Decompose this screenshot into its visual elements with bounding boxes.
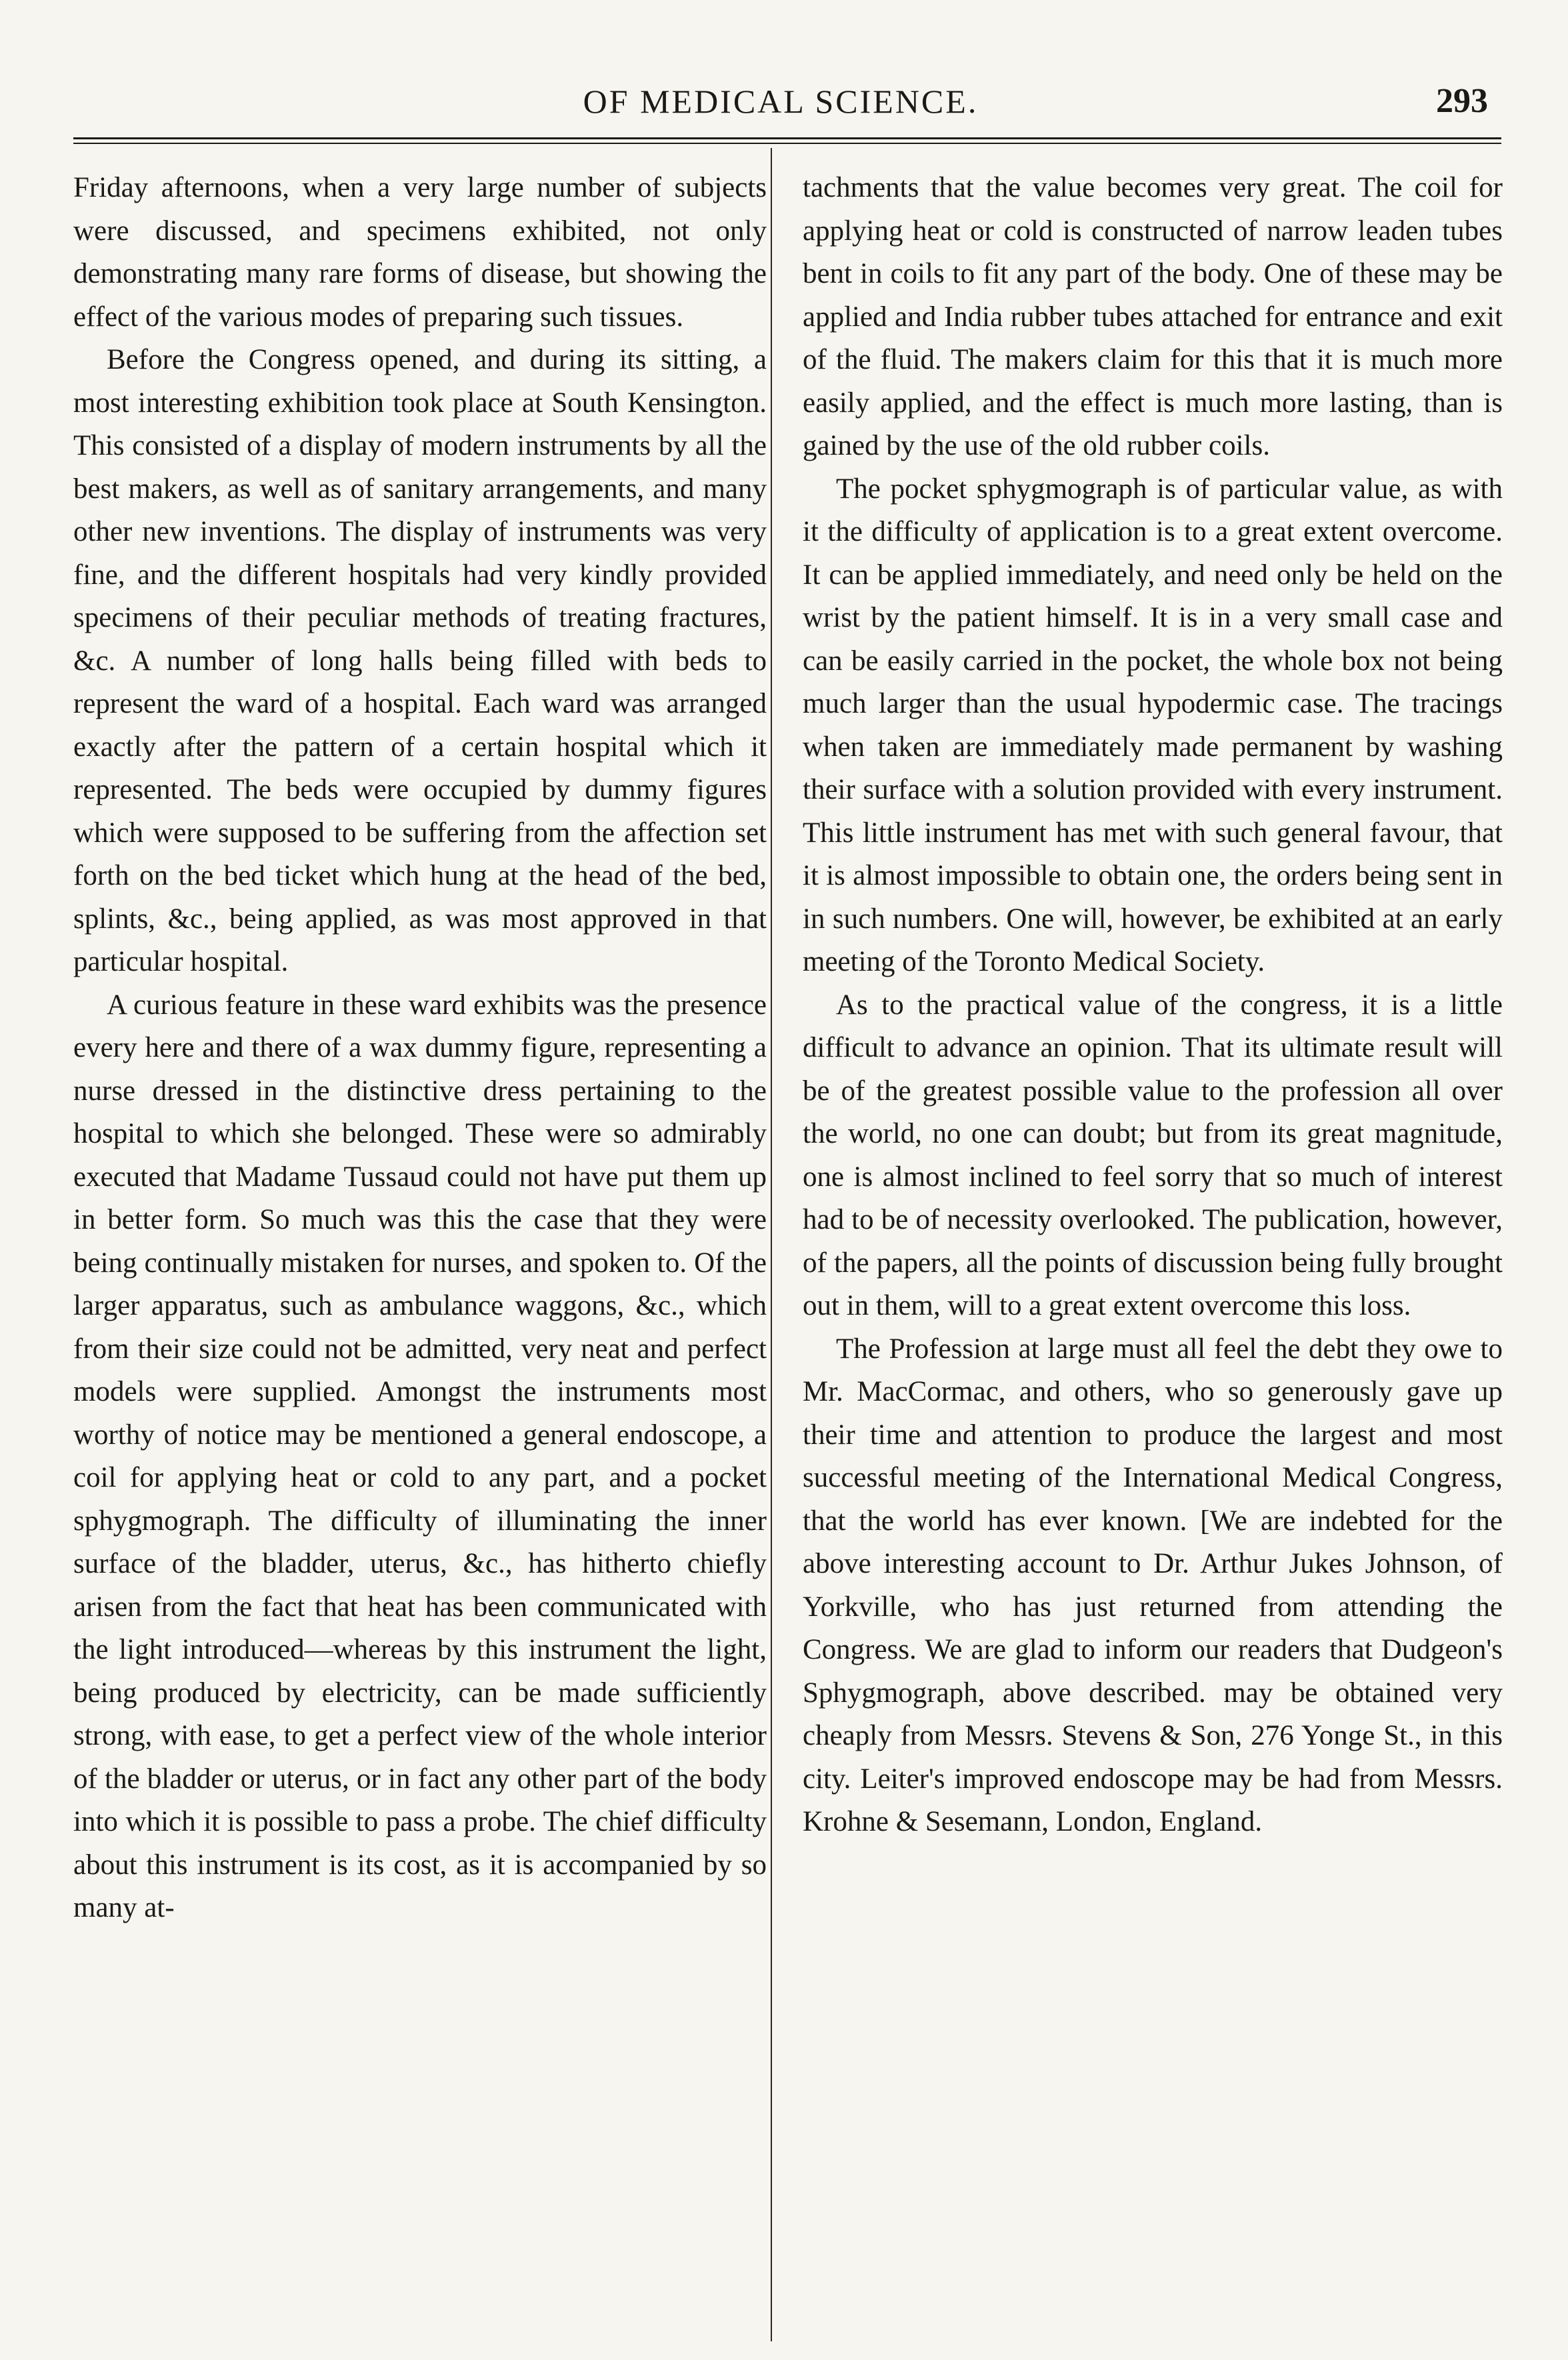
header-rule-top bbox=[73, 137, 1501, 139]
paragraph-ward-exhibits: A curious feature in these ward exhibits was the presence every here and there of a wax dummy figure, representing a nurse dressed in the distinctive dress pertaining to the hospital to which she belonged. These were so admirably executed that Madame Tussaud could not have put them up in better form. So much was this the case that they were being continually mistaken for nurses, and spoken to. Of the larger apparatus, such as ambulance waggons, &c., which from their size could not be admitted, very neat and perfect models were supplied. Amongst the instruments most worthy of notice may be mentioned a general endoscope, a coil for applying heat or cold to any part, and a pocket sphygmograph. The difficulty of illuminating the inner surface of the bladder, uterus, &c., has hitherto chiefly arisen from the fact that heat has been communicated with the light introduced—whereas by this instrument the light, being produced by electricity, can be made sufficiently strong, with ease, to get a perfect view of the whole interior of the bladder or uterus, or in fact any other part of the body into which it is possible to pass a probe. The chief difficulty about this instrument is its cost, as it is accompanied by so many at- bbox=[73, 989, 767, 1923]
running-head bbox=[73, 75, 1488, 128]
paragraph-exhibition: Before the Congress opened, and during its sitting, a most interesting exhibition took place at South Kensington. This consisted of a display of modern instruments by all the best makers, as well as of sanitary arrangements, and many other new inventions. The display of instruments was very fine, and the different hospitals had very kindly provided specimens of their peculiar methods of treating fractures, &c. A number of long halls being filled with beds to represent the ward of a hospital. Each ward was arranged exactly after the pattern of a certain hospital which it represented. The beds were occupied by dummy figures which were supposed to be suffering from the affection set forth on the bed ticket which hung at the head of the bed, splints, &c., being applied, as was most approved in that particular hospital. bbox=[73, 344, 767, 977]
right-column bbox=[803, 167, 1503, 1844]
paragraph-continuation: Friday afternoons, when a very large number of subjects were discussed, and specimens exhibited, not only demonstrating many rare forms of disease, but showing the effect of the various modes of preparing such tissues. bbox=[73, 172, 767, 333]
paragraph-attachments: tachments that the value becomes very great. The coil for applying heat or cold is constructed of narrow leaden tubes bent in coils to fit any part of the body. One of these may be applied and India rubber tubes attached for entrance and exit of the fluid. The makers claim for this that it is much more easily applied, and the effect is much more lasting, than is gained by the use of the old rubber coils. bbox=[803, 172, 1503, 461]
column-divider bbox=[771, 148, 772, 2341]
header-rule-bottom bbox=[73, 143, 1501, 144]
paragraph-practical-value: As to the practical value of the congress, it is a little difficult to advance an opinion. That its ultimate result will be of the greatest possible value to the profession all over the world, no one can doubt; but from its great magnitude, one is almost inclined to feel sorry that so much of interest had to be of necessity overlooked. The publication, however, of the papers, all the points of discussion being fully brought out in them, will to a great extent overcome this loss. bbox=[803, 989, 1503, 1321]
paragraph-profession: The Profession at large must all feel the debt they owe to Mr. MacCormac, and others, who so generously gave up their time and attention to produce the largest and most successful meeting of the International Medical Congress, that the world has ever known. [We are indebted for the above interesting account to Dr. Arthur Jukes Johnson, of Yorkville, who has just returned from attending the Congress. We are glad to inform our readers that Dudgeon's Sphygmograph, above described. may be obtained very cheaply from Messrs. Stevens & Son, 276 Yonge St., in this city. Leiter's improved endoscope may be had from Messrs. Krohne & Sesemann, London, England. bbox=[803, 1333, 1503, 1837]
paragraph-sphygmograph: The pocket sphygmograph is of particular value, as with it the difficulty of application is to a great extent overcome. It can be applied immediately, and need only be held on the wrist by the patient himself. It is in a very small case and can be easily carried in the pocket, the whole box not being much larger than the usual hypodermic case. The tracings when taken are immediately made permanent by washing their surface with a solution provided with every instrument. This little instrument has met with such general favour, that it is almost impossible to obtain one, the orders being sent in in such numbers. One will, however, be exhibited at an early meeting of the Toronto Medical Society. bbox=[803, 473, 1503, 977]
running-title: OF MEDICAL SCIENCE. bbox=[583, 83, 979, 120]
page-number: 293 bbox=[1436, 82, 1488, 120]
left-column bbox=[73, 167, 767, 1930]
